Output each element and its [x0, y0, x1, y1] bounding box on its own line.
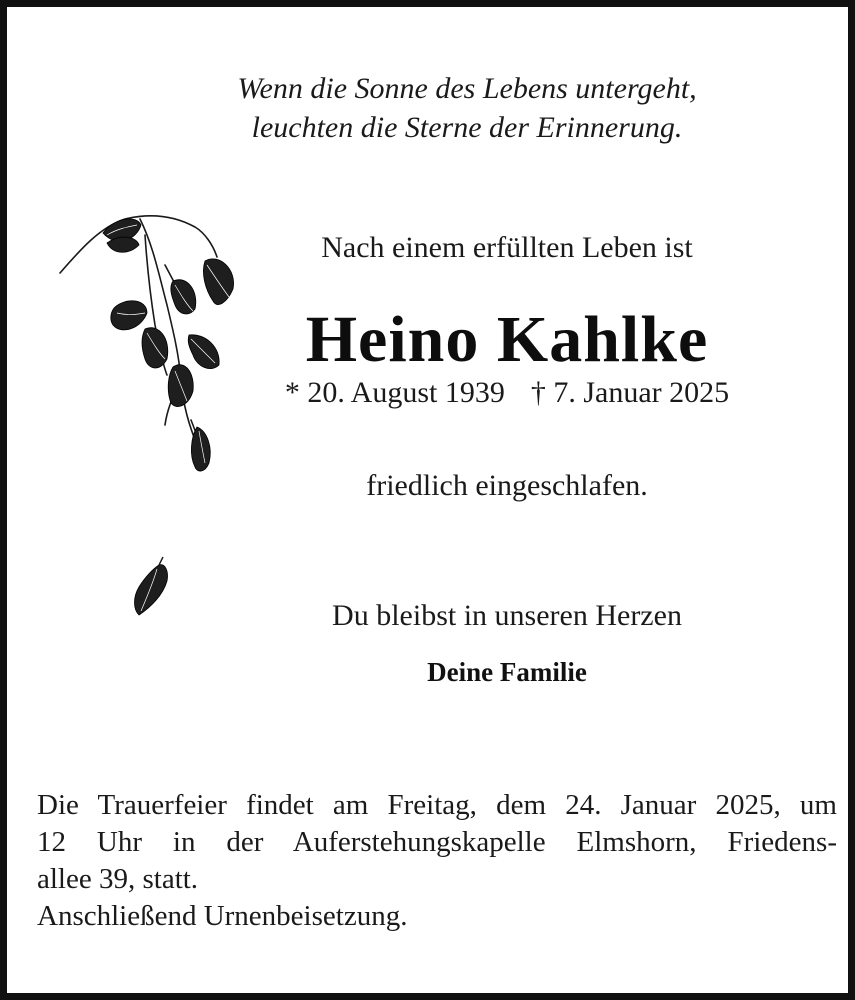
funeral-line-2: 12 Uhr in der Auferstehungskapelle Elmshorn, Friedens-: [37, 826, 837, 858]
birth-date: * 20. August 1939: [284, 376, 505, 409]
birch-branch-icon: [55, 205, 255, 625]
motto-line-1: Wenn die Sonne des Lebens untergeht,: [237, 72, 697, 105]
motto: [187, 69, 747, 147]
funeral-line-4: Anschließend Urnenbeisetzung.: [37, 900, 408, 932]
death-date: † 7. Januar 2025: [530, 376, 730, 409]
peace-text: friedlich eingeschlafen.: [366, 469, 648, 502]
funeral-line-3: allee 39, statt.: [37, 863, 199, 895]
funeral-notice: [37, 787, 837, 935]
deceased-name: Heino Kahlke: [305, 303, 709, 376]
signature: Deine Familie: [427, 657, 587, 687]
intro-text: Nach einem erfüllten Leben ist: [321, 231, 693, 264]
closing-text: Du bleibst in unseren Herzen: [332, 599, 682, 632]
life-dates: [272, 376, 742, 410]
motto-line-2: leuchten die Sterne der Erinnerung.: [251, 111, 683, 144]
funeral-line-1: Die Trauerfeier findet am Freitag, dem 24. Januar 2025, um: [37, 789, 837, 821]
